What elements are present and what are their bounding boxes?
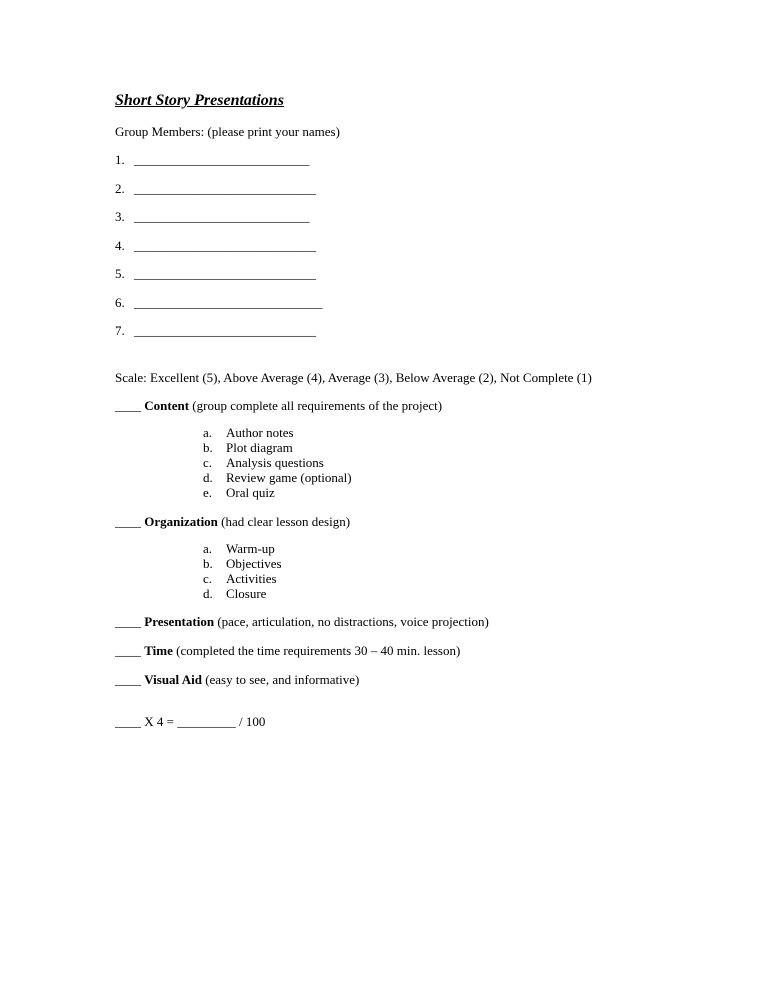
list-item-letter: b. — [203, 556, 213, 571]
list-item-letter: d. — [203, 470, 213, 485]
criterion-description: (easy to see, and informative) — [205, 672, 360, 687]
member-number: 2. — [115, 181, 125, 196]
member-number: 4. — [115, 238, 125, 253]
score-blank[interactable]: ____ — [115, 672, 141, 687]
list-item: Plot diagram — [226, 440, 293, 455]
list-item: Review game (optional) — [226, 470, 352, 485]
list-item-letter: c. — [203, 455, 213, 470]
criterion-description: (had clear lesson design) — [221, 514, 351, 529]
member-number: 7. — [115, 323, 125, 338]
page-title: Short Story Presentations — [115, 92, 284, 109]
group-members-label: Group Members: (please print your names) — [115, 124, 340, 139]
list-item: Author notes — [226, 425, 294, 440]
list-item-letter: b. — [203, 440, 213, 455]
list-item: Objectives — [226, 556, 282, 571]
list-item-letter: a. — [203, 425, 213, 440]
member-number: 6. — [115, 295, 125, 310]
criterion-visual-aid — [115, 672, 359, 687]
criterion-label: Visual Aid — [144, 672, 202, 687]
scale-text: Scale: Excellent (5), Above Average (4), Average (3), Below Average (2), Not Complete (1) — [115, 370, 592, 385]
score-blank[interactable]: ____ — [115, 643, 141, 658]
list-item: Analysis questions — [226, 455, 324, 470]
member-name-field[interactable]: ____________________________ — [134, 266, 316, 281]
member-number: 3. — [115, 209, 125, 224]
score-blank[interactable]: ____ — [115, 514, 141, 529]
criterion-label: Presentation — [144, 614, 215, 629]
member-name-field[interactable]: ___________________________ — [134, 152, 310, 167]
criterion-description: (pace, articulation, no distractions, voice projection) — [217, 614, 489, 629]
list-item: Warm-up — [226, 541, 275, 556]
criterion-time — [115, 643, 460, 658]
member-name-field[interactable]: ____________________________ — [134, 323, 316, 338]
score-blank[interactable]: ____ — [115, 398, 141, 413]
criterion-label: Organization — [144, 514, 218, 529]
list-item-letter: d. — [203, 586, 213, 601]
total-score-line[interactable]: ____ X 4 = _________ / 100 — [115, 714, 266, 729]
criterion-label: Content — [144, 398, 190, 413]
list-item: Activities — [226, 571, 277, 586]
member-name-field[interactable]: _____________________________ — [134, 295, 323, 310]
score-blank[interactable]: ____ — [115, 614, 141, 629]
list-item: Oral quiz — [226, 485, 275, 500]
member-name-field[interactable]: ____________________________ — [134, 238, 316, 253]
criterion-description: (completed the time requirements 30 – 40 min. lesson) — [176, 643, 461, 658]
member-name-field[interactable]: ____________________________ — [134, 181, 316, 196]
criterion-content — [115, 398, 442, 413]
criterion-description: (group complete all requirements of the project) — [192, 398, 443, 413]
list-item: Closure — [226, 586, 267, 601]
criterion-presentation — [115, 614, 489, 629]
member-number: 1. — [115, 152, 125, 167]
list-item-letter: a. — [203, 541, 213, 556]
criterion-label: Time — [144, 643, 173, 658]
list-item-letter: e. — [203, 485, 213, 500]
list-item-letter: c. — [203, 571, 213, 586]
member-name-field[interactable]: ___________________________ — [134, 209, 310, 224]
member-number: 5. — [115, 266, 125, 281]
criterion-organization — [115, 514, 350, 529]
